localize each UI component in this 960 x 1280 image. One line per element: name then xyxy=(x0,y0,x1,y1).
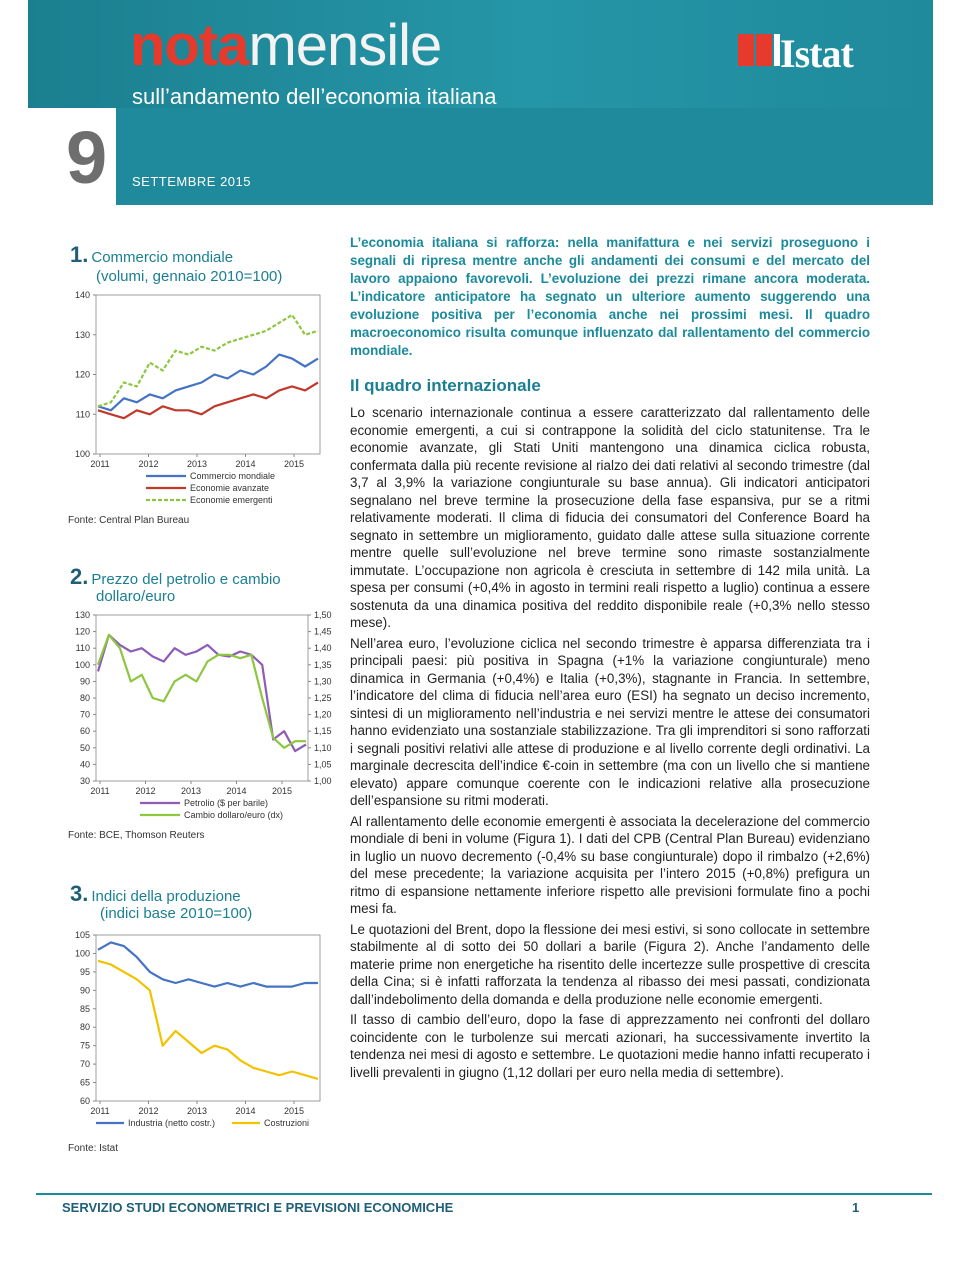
y-tick-label: 140 xyxy=(74,290,90,300)
y-right-tick-label: 1,40 xyxy=(314,643,332,654)
masthead-title xyxy=(130,14,441,78)
y-tick-label: 110 xyxy=(75,643,90,654)
y-tick-label: 100 xyxy=(74,948,90,959)
y-right-tick-label: 1,35 xyxy=(314,659,332,670)
y-right-tick-label: 1,10 xyxy=(314,742,332,753)
y-right-tick-label: 1,25 xyxy=(314,693,332,703)
y-tick-label: 120 xyxy=(74,626,90,637)
y-tick-label: 100 xyxy=(74,659,90,670)
chart3-series-2 xyxy=(98,961,318,1079)
masthead-light: mensile xyxy=(248,13,442,78)
x-tick-label: 2013 xyxy=(186,1106,208,1116)
y-tick-label: 90 xyxy=(79,676,90,687)
y-right-tick-label: 1,05 xyxy=(314,759,332,770)
y-tick-label: 75 xyxy=(79,1040,90,1051)
legend-label: Commercio mondiale xyxy=(190,471,276,481)
x-tick-label: 2012 xyxy=(135,786,156,796)
section-title: Il quadro internazionale xyxy=(350,376,541,395)
y-tick-label: 60 xyxy=(79,1096,90,1106)
legend-label: Petrolio ($ per barile) xyxy=(184,798,269,808)
chart2-title xyxy=(70,564,281,590)
y-tick-label: 80 xyxy=(79,1022,90,1033)
y-tick-label: 90 xyxy=(79,985,90,996)
plot-frame xyxy=(96,295,320,454)
paragraph: Al rallentamento delle economie emergenti è associata la decelerazione del commercio mondiale di beni in volume (Figura 1). I dati del CPB (Central Plan Bureau) evidenziano in luglio un nuovo decremento (-0,4% su base congiunturale) dopo il rimbalzo (+2,6%) del mese precedente; la variazione acquisita per l’intero 2015 (+0,8%) prefigura un ritmo di espansione nettamente inferiore rispetto alle previsioni formulate fino a pochi mesi fa. xyxy=(350,813,870,916)
y-tick-label: 50 xyxy=(79,742,90,753)
paragraph: Nell’area euro, l’evoluzione ciclica nel secondo trimestre è apparsa differenziata tra i principali paesi: più positiva in Spagna (+1% la variazione congiunturale) meno dinamica in Germania (+0,4%) e Italia (+0,3%), stagnante in Francia. In settembre, l’indicatore del clima di fiducia nell’area euro (ESI) ha segnato un deciso incremento, sintesi di un miglioramento nell’industria e nei servizi mentre le attese dei consumatori hanno evidenziato una sostanziale stabilizzazione. Tra gli imprenditori si sono rafforzati i segnali positivi relativi alle attese di produzione e al livello corrente degli ordinativi. La marginale decrescita dell’indice €-coin in settembre (ma con un livello che si mantiene elevato) appare comunque coerente con le indicazioni relative alla prosecuzione dell’espansione su ritmi moderati. xyxy=(350,635,870,808)
x-tick-label: 2013 xyxy=(180,786,202,796)
body-text xyxy=(350,404,870,1084)
chart1-source: Fonte: Central Plan Bureau xyxy=(68,515,190,526)
y-tick-label: 30 xyxy=(79,776,90,786)
chart3-subtitle: (indici base 2010=100) xyxy=(100,905,253,922)
x-tick-label: 2012 xyxy=(138,1106,159,1116)
chart2-title-line1: Prezzo del petrolio e cambio xyxy=(91,571,281,588)
chart3-series-1 xyxy=(98,942,318,986)
masthead-bold: nota xyxy=(130,13,249,78)
y-tick-label: 110 xyxy=(75,409,90,420)
chart2-svg xyxy=(60,606,350,830)
paragraph: Lo scenario internazionale continua a essere caratterizzato dal rallentamento delle economie emergenti, a cui si contrappone la solidità del ciclo statunitense. Tra le economie avanzate, gli Stati Uniti mantengono una dinamica ciclica robusta, confermata dalla più recente revisione al rialzo dei dati relativi al secondo trimestre (dal 3,7 al 3,9% la variazione congiunturale su base annua). Gli indicatori anticipatori segnalano nel breve termine la prosecuzione della fase espansiva, pur se a ritmi relativamente moderati. Il clima di fiducia dei consumatori del Conference Board ha segnato in settembre un miglioramento, guidato dalle attese sulla situazione corrente mentre quelle sull’evoluzione nel breve termine sono rimaste sostanzialmente immutate. L’occupazione non agricola è cresciuta in settembre di 142 mila unità. La spesa per consumi (+0,4% in agosto in termini reali rispetto a luglio) continua a essere sostenuta da una dinamica positiva del reddito disponibile reale (+0,3% nello stesso mese). xyxy=(350,405,870,630)
x-tick-label: 2013 xyxy=(186,459,208,469)
footer-rule xyxy=(36,1193,932,1195)
x-tick-label: 2014 xyxy=(226,786,247,796)
chart2-number: 2. xyxy=(70,564,89,589)
y-tick-label: 70 xyxy=(79,709,90,720)
y-tick-label: 105 xyxy=(74,930,90,940)
chart1-title-line1: Commercio mondiale xyxy=(91,249,234,266)
chart1-series-3 xyxy=(98,315,318,406)
y-right-tick-label: 1,50 xyxy=(314,610,332,620)
chart3-svg xyxy=(60,926,330,1144)
chart1-series-1 xyxy=(98,355,318,411)
y-right-tick-label: 1,20 xyxy=(314,709,332,720)
y-tick-label: 130 xyxy=(74,329,90,340)
legend-label: Cambio dollaro/euro (dx) xyxy=(184,810,284,820)
plot-frame xyxy=(96,615,308,781)
issue-number: 9 xyxy=(66,116,108,199)
x-tick-label: 2012 xyxy=(138,459,159,469)
page-number: 1 xyxy=(852,1200,860,1215)
paragraph: Il tasso di cambio dell’euro, dopo la fase di apprezzamento nei confronti del dollaro coincidente con le turbolenze sui mercati azionari, ha successivamente invertito la tendenza nei mesi di agosto e settembre. Le quotazioni medie hanno infatti recuperato i livelli prevalenti in giugno (1,12 dollari per euro nella media di settembre). xyxy=(350,1012,870,1080)
chart3-title xyxy=(70,881,241,907)
y-tick-label: 80 xyxy=(79,693,90,703)
chart2-source: Fonte: BCE, Thomson Reuters xyxy=(68,830,205,841)
paragraph: Le quotazioni del Brent, dopo la flessione dei mesi estivi, si sono collocate in settembre stabilmente al di sotto dei 50 dollari a barile (Figura 2). Anche l’andamento delle materie prime non energetiche ha risentito delle incertezze sulle prospettive di crescita della Cina; si è infatti rafforzata la tendenza al ribasso dei mesi passati, condizionata dall’indebolimento della domanda e della produzione nelle economie emergenti. xyxy=(350,921,870,1007)
chart1-title xyxy=(70,242,233,268)
x-tick-label: 2011 xyxy=(90,786,110,796)
chart1-number: 1. xyxy=(70,242,89,267)
y-tick-label: 40 xyxy=(79,759,90,770)
legend-label: Industria (netto costr.) xyxy=(128,1118,216,1128)
x-tick-label: 2015 xyxy=(283,459,305,469)
y-tick-label: 95 xyxy=(79,966,90,977)
chart2-series-2 xyxy=(98,635,306,748)
y-tick-label: 70 xyxy=(79,1059,90,1070)
istat-logo-text: Istat xyxy=(780,31,853,76)
x-tick-label: 2011 xyxy=(90,1106,110,1116)
legend-label: Economie avanzate xyxy=(190,483,270,493)
y-tick-label: 60 xyxy=(79,726,90,737)
y-tick-label: 100 xyxy=(74,449,90,459)
chart3-source: Fonte: Istat xyxy=(68,1143,119,1154)
lead-summary: L’economia italiana si rafforza: nella manifattura e nei servizi proseguono i segnali di ripresa mentre anche gli andamenti dei consumi e del mercato del lavoro appaiono favorevoli. L’evoluzione dei prezzi rimane ancora moderata. L’indicatore anticipatore ha segnato un ulteriore aumento suggerendo una evoluzione positiva per l’economia anche nei prossimi mesi. Il quadro macroeconomico risulta comunque influenzato dal rallentamento del commercio mondiale. xyxy=(350,235,870,358)
issue-date: SETTEMBRE 2015 xyxy=(132,174,251,189)
y-tick-label: 120 xyxy=(74,369,90,380)
chart1-svg xyxy=(60,286,330,526)
y-right-tick-label: 1,45 xyxy=(314,626,332,637)
x-tick-label: 2015 xyxy=(271,786,293,796)
x-tick-label: 2014 xyxy=(235,459,256,469)
chart2-subtitle: dollaro/euro xyxy=(96,588,176,605)
plot-frame xyxy=(96,935,320,1101)
y-tick-label: 85 xyxy=(79,1003,90,1014)
legend-label: Costruzioni xyxy=(264,1118,310,1128)
y-right-tick-label: 1,15 xyxy=(314,726,332,737)
footer-department: SERVIZIO STUDI ECONOMETRICI E PREVISIONI ECONOMICHE xyxy=(62,1200,454,1215)
legend-label: Economie emergenti xyxy=(190,495,273,505)
chart3-title-line1: Indici della produzione xyxy=(91,888,241,905)
chart1-subtitle: (volumi, gennaio 2010=100) xyxy=(96,268,283,285)
x-tick-label: 2014 xyxy=(235,1106,256,1116)
masthead-subtitle: sull’andamento dell’economia italiana xyxy=(132,84,497,109)
y-tick-label: 130 xyxy=(74,610,90,620)
y-right-tick-label: 1,00 xyxy=(314,776,332,786)
y-right-tick-label: 1,30 xyxy=(314,676,332,687)
chart2-series-1 xyxy=(98,635,306,751)
chart3-number: 3. xyxy=(70,881,89,906)
x-tick-label: 2011 xyxy=(90,459,110,469)
x-tick-label: 2015 xyxy=(283,1106,305,1116)
y-tick-label: 65 xyxy=(79,1077,90,1088)
